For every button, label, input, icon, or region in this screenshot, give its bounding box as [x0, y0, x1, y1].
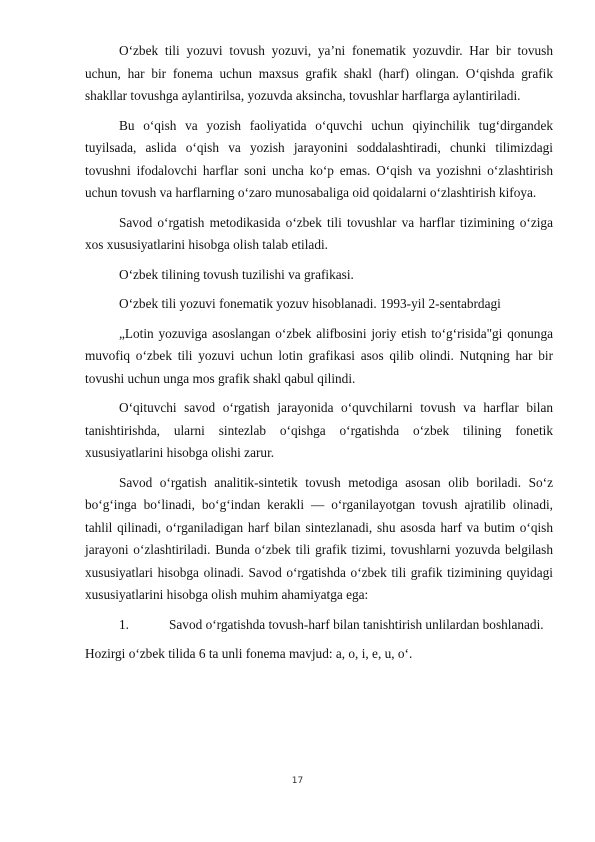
document-page	[85, 40, 553, 673]
list-text: Savod o‘rgatishda tovush-harf bilan tanishtirish unlilardan boshlanadi.	[169, 616, 544, 632]
page-number: 17	[291, 776, 304, 786]
paragraph: „Lotin yozuviga asoslangan o‘zbek alifbosini joriy etish to‘g‘risida"gi qonunga muvofiq o‘zbek tili yozuvi uchun lotin grafikasi asos qilib olindi. Nutqning har bir tovushi uchun unga mos grafik shakl qabul qilindi.	[85, 325, 553, 386]
list-number: 1.	[119, 616, 129, 632]
paragraph: Bu o‘qish va yozish faoliyatida o‘quvchi uchun qiyinchilik tug‘dirgandek tuyilsada, aslida o‘qish va yozish jarayonini soddalashtiradi, chunki tilimizdagi tovushni ifodalovchi harflar soni uncha ko‘p emas. O‘qish va yozishni o‘zlashtirish uchun tovush va harflarning o‘zaro munosabaliga oid qoidalarni o‘zlashtirish kifoya.	[85, 117, 553, 200]
paragraph: Savod o‘rgatish metodikasida o‘zbek tili tovushlar va harflar tizimining o‘ziga xos xususiyatlarini hisobga olish talab etiladi.	[85, 214, 553, 252]
paragraph: Hozirgi o‘zbek tilida 6 ta unli fonema mavjud: a, o, i, e, u, o‘.	[85, 646, 413, 661]
paragraph: Savod o‘rgatish analitik-sintetik tovush metodiga asosan olib boriladi. So‘z bo‘g‘inga bo‘linadi, bo‘g‘indan kerakli — o‘rganilayotgan tovush ajratilib olinadi, tahlil qilinadi, o‘rganiladigan harf bilan sintezlanadi, shu asosda harf va butim o‘qish jarayoni o‘zlashtiriladi. Bunda o‘zbek tili grafik tizimi, tovushlarni yozuvda belgilash xususiyatlari hisobga olinadi. Savod o‘rgatishda o‘zbek tili grafik tizimining quyidagi xususiyatlarini hisobga olish muhim ahamiyatga ega:	[85, 474, 553, 602]
paragraph: O‘zbek tili yozuvi fonematik yozuv hisoblanadi. 1993-yil 2-sentabrdagi	[119, 296, 501, 311]
paragraph: O‘zbek tili yozuvi tovush yozuvi, ya’ni fonematik yozuvdir. Har bir tovush uchun, har bir fonema uchun maxsus grafik shakl (harf) olingan. O‘qishda grafik shakllar tovushga aylantirilsa, yozuvda aksincha, tovushlar harflarga aylantiriladi.	[85, 43, 553, 103]
list-item	[85, 614, 553, 637]
section-heading: O‘zbek tilining tovush tuzilishi va grafikasi.	[119, 266, 354, 282]
paragraph: O‘qituvchi savod o‘rgatish jarayonida o‘quvchilarni tovush va harflar bilan tanishtirishda, ularni sintezlab o‘qishga o‘rgatishda o‘zbek tilining fonetik xususiyatlarini hisobga olishi zarur.	[85, 400, 553, 460]
